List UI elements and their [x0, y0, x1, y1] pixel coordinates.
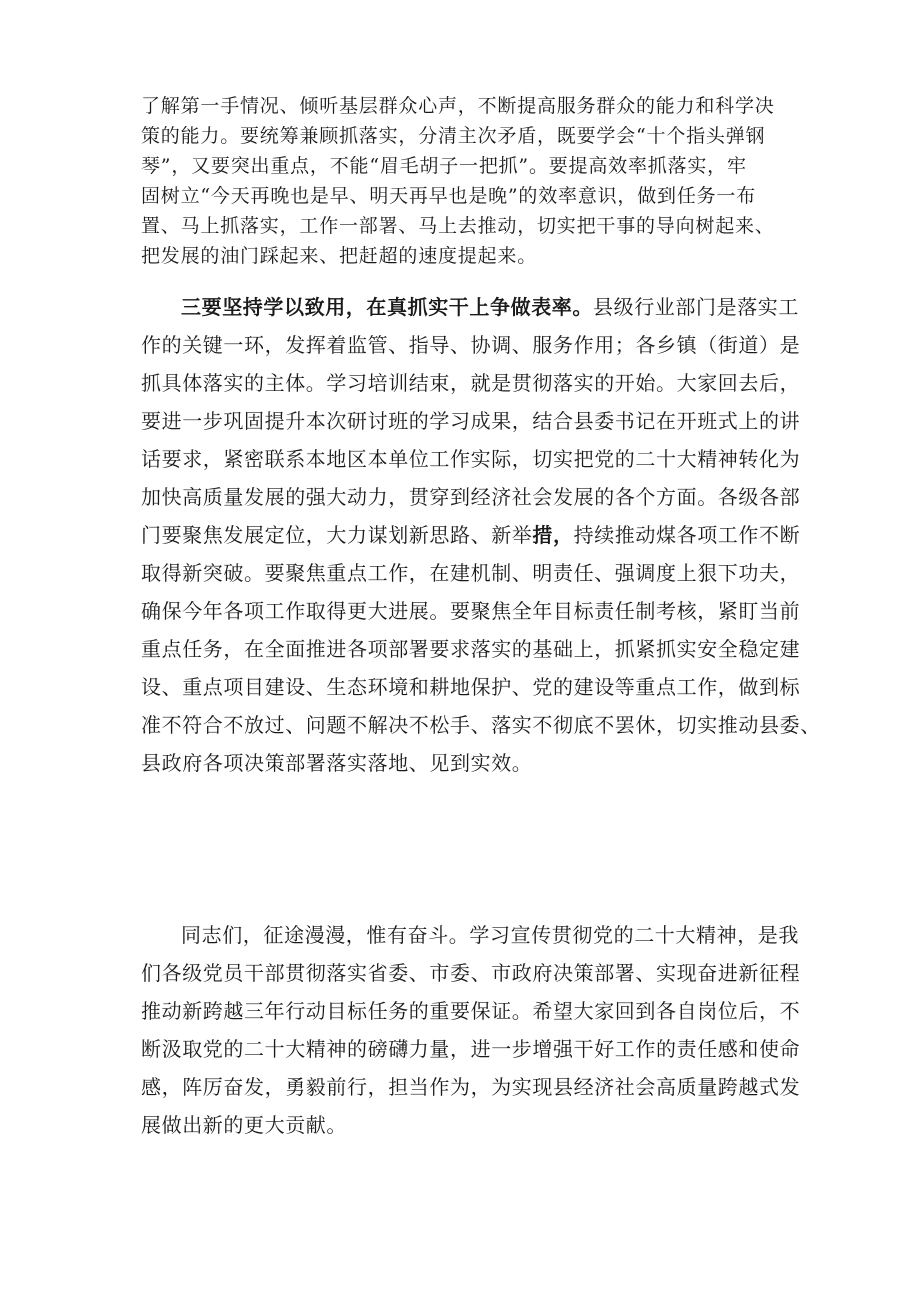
text-line: 话要求，紧密联系本地区本单位工作实际，切实把党的二十大精神转化为 — [141, 447, 801, 471]
text-span: 门要聚焦发展定位，大力谋划新思路、新举 — [141, 523, 533, 547]
text-span: 县级行业部门是落实工 — [593, 295, 799, 319]
text-line: 同志们，征途漫漫，惟有奋斗。学习宣传贯彻党的二十大精神，是我 — [181, 923, 799, 947]
text-line: 了解第一手情况、倾听基层群众心声，不断提高服务群众的能力和科学决 — [141, 95, 775, 117]
text-line: 确保今年各项工作取得更大进展。要聚焦全年目标责任制考核，紧盯当前 — [141, 599, 801, 623]
text-span-bold: 措， — [532, 523, 574, 547]
text-line: 重点任务，在全面推进各项部署要求落实的基础上，抓紧抓实安全稳定建 — [141, 637, 801, 661]
text-line: 策的能力。要统筹兼顾抓落实，分清主次矛盾，既要学会“十个指头弹钢 — [141, 125, 766, 147]
paragraph-heading: 三要坚持学以致用，在真抓实干上争做表率。 — [181, 295, 593, 319]
text-line: 准不符合不放过、问题不解决不松手、落实不彻底不罢休，切实推动县委、 — [141, 713, 821, 737]
text-line — [181, 297, 799, 317]
text-line: 县政府各项决策部署落实落地、见到实效。 — [141, 751, 533, 775]
text-line — [141, 525, 800, 545]
text-line: 取得新突破。要聚焦重点工作，在建机制、明责任、强调度上狠下功夫， — [141, 561, 801, 585]
text-line: 设、重点项目建设、生态环境和耕地保护、党的建设等重点工作，做到标 — [141, 675, 801, 699]
text-line: 加快高质量发展的强大动力，贯穿到经济社会发展的各个方面。各级各部 — [141, 485, 801, 509]
text-line: 推动新跨越三年行动目标任务的重要保证。希望大家回到各自岗位后，不 — [141, 999, 801, 1023]
text-line: 置、马上抓落实，工作一部署、马上去推动，切实把干事的导向树起来、 — [141, 215, 775, 237]
text-line: 琴”，又要突出重点，不能“眉毛胡子一把抓”。要提高效率抓落实，牢 — [141, 155, 747, 177]
text-line: 感，阵厉奋发，勇毅前行，担当作为，为实现县经济社会高质量跨越式发 — [141, 1075, 801, 1099]
text-line: 把发展的油门踩起来、把赶超的速度提起来。 — [141, 245, 538, 267]
text-line: 展做出新的更大贡献。 — [141, 1113, 347, 1137]
text-span: 持续推动煤各项工作不断 — [573, 523, 801, 547]
text-line: 要进一步巩固提升本次研讨班的学习成果，结合县委书记在开班式上的讲 — [141, 409, 801, 433]
text-line: 抓具体落实的主体。学习培训结束，就是贯彻落实的开始。大家回去后， — [141, 371, 801, 395]
text-line: 断汲取党的二十大精神的磅礴力量，进一步增强干好工作的责任感和使命 — [141, 1037, 801, 1061]
text-line: 作的关键一环，发挥着监管、指导、协调、服务作用；各乡镇（街道）是 — [141, 333, 801, 357]
text-line: 们各级党员干部贯彻落实省委、市委、市政府决策部署、实现奋进新征程 — [141, 961, 801, 985]
text-line: 固树立“今天再晚也是早、明天再早也是晚”的效率意识，做到任务一布 — [141, 185, 757, 207]
